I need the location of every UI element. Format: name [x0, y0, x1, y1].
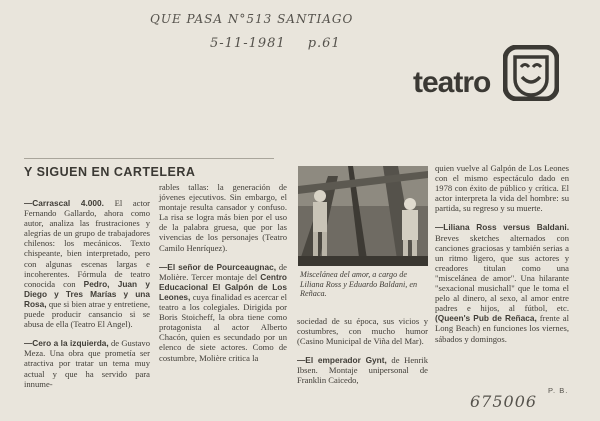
handwritten-date: 5-11-1981 — [210, 36, 286, 51]
section-title: teatro — [413, 66, 491, 99]
entry-continuation-moliere: sociedad de su época, sus vicios y costumbres, con mucho humor (Casino Municipal de Viña del Mar). — [297, 316, 428, 347]
headline-rule — [24, 158, 274, 159]
handwritten-date-page — [210, 36, 341, 51]
photo-caption: Misceláneа del amor, a cargo de Liliana Ross y Eduardo Baldani, en Reñaca. — [300, 270, 418, 299]
entry-continuation: rables tallas: la generación de jóvenes ejecutivos. Sin embargo, el montaje resulta cansador y confuso. La risa se logra más bien por el uso de la palabra gruesa, que por las vivencias de los personajes (Teatro Camilo Henríquez). — [159, 182, 287, 253]
entry-pourceaugnac: —El señor de Pourceaugnac, de Molière. Tercer montaje del Centro Educacional El Galpón de Los Leones, cuya finalidad es acercar el teatro a los colegiales. Dirigida por Boris Stoicheff, la obra tiene como protagonista al actor Alberto Chacón, quien es secundado por un elenco de siete actores. Como de costumbre, Molière critica la — [159, 261, 287, 363]
handwritten-page: p.61 — [307, 36, 341, 51]
column-4 — [435, 163, 569, 353]
handwritten-source: QUE PASA N°513 SANTIAGO — [150, 12, 354, 26]
entry-continuation-gynt: quien vuelve al Galpón de Los Leones con el mismo espectáculo dado en 1978 con éxito de público y crítica. El actor interpreta la vida del hombre: su partida, su regreso y su muerte. — [435, 163, 569, 214]
handwritten-archive-code: 675006 — [470, 392, 538, 411]
column-2 — [159, 182, 287, 372]
entry-ross-baldani: —Liliana Ross versus Baldani. Breves sketches alternados con canciones graciosas y también serias a un ritmo ligero, que sus actores y creadores titulan como una "misceláneа de amor". Una hilarante "sexacional musichall" que le toma el pelo al dinero, al sexo, al amor entre padres e hijos, al fútbol, etc. (Queen's Pub de Reñaca, frente al Long Beach) en funciones los viernes, sábados y domingos. — [435, 222, 569, 344]
stage-photo — [298, 166, 428, 266]
column-3 — [297, 316, 428, 395]
author-signature: P. B. — [548, 386, 569, 395]
entry-carrascal: —Carrascal 4.000. El actor Fernando Gallardo, ahora como autor, analiza las frustraciones y alegrías de un grupo de trabajadores chilenos: los mecánicos. Texto chispeante, bien interpretado, pero con algunas escenas largas e incoherentes. Fórmula de teatro conocida con Pedro, Juan y Diego y Tres Marías y una Rosa, que si bien atrae y entretiene, puede producir cansancio si se abusa de ella (Teatro El Angel). — [24, 198, 151, 330]
entry-emperador-gynt: —El emperador Gynt, de Henrik Ibsen. Montaje unipersonal de Franklin Caicedo, — [297, 355, 428, 386]
article-headline: Y SIGUEN EN CARTELERA — [24, 165, 196, 179]
entry-cero-izquierda: —Cero a la izquierda, de Gustavo Meza. Una obra que prometía ser atractiva por tratar un tema muy actual y que ha servido para innume- — [24, 338, 150, 389]
column-1 — [24, 198, 150, 398]
theatre-mask-icon — [503, 45, 559, 101]
